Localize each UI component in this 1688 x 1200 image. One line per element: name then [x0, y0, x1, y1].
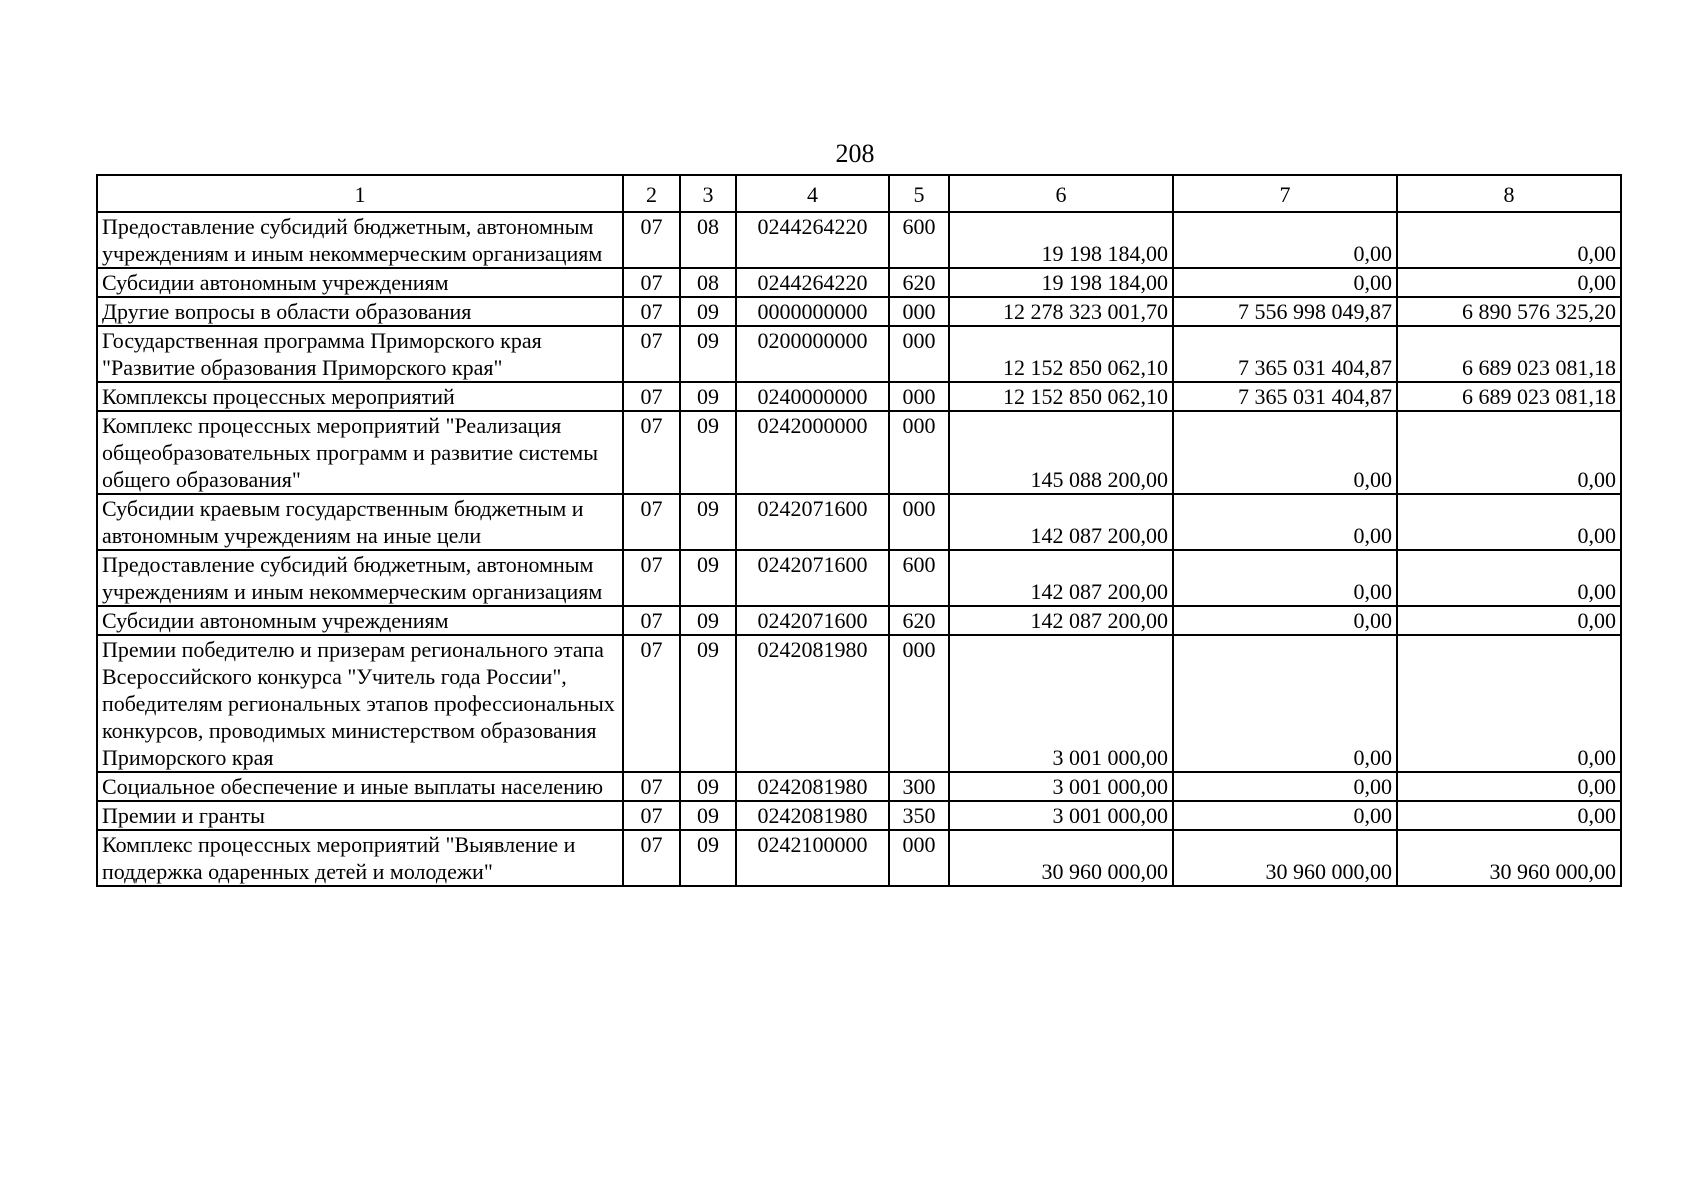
table-row	[97, 297, 1621, 326]
amount-col-7: 0,00	[1173, 801, 1397, 830]
amount-col-7: 0,00	[1173, 268, 1397, 297]
table-row	[97, 494, 1621, 550]
table-row	[97, 382, 1621, 411]
row-name: Другие вопросы в области образования	[97, 297, 623, 326]
subsection-code: 09	[680, 772, 736, 801]
subsection-code: 09	[680, 550, 736, 606]
header-cell: 2	[623, 175, 680, 212]
header-cell: 7	[1173, 175, 1397, 212]
table-header-row	[97, 175, 1621, 212]
section-code: 07	[623, 606, 680, 635]
amount-col-6: 3 001 000,00	[949, 772, 1173, 801]
section-code: 07	[623, 801, 680, 830]
subsection-code: 09	[680, 801, 736, 830]
table-row	[97, 635, 1621, 772]
target-article-code: 0200000000	[736, 326, 889, 382]
subsection-code: 08	[680, 212, 736, 268]
section-code: 07	[623, 494, 680, 550]
row-name: Предоставление субсидий бюджетным, автономным учреждениям и иным некоммерческим организациям	[97, 212, 623, 268]
amount-col-6: 12 152 850 062,10	[949, 382, 1173, 411]
row-name: Премии и гранты	[97, 801, 623, 830]
amount-col-7: 0,00	[1173, 212, 1397, 268]
row-name: Предоставление субсидий бюджетным, автономным учреждениям и иным некоммерческим организациям	[97, 550, 623, 606]
amount-col-8: 0,00	[1397, 772, 1621, 801]
amount-col-7: 0,00	[1173, 550, 1397, 606]
amount-col-6: 3 001 000,00	[949, 801, 1173, 830]
table-row	[97, 268, 1621, 297]
subsection-code: 09	[680, 635, 736, 772]
target-article-code: 0244264220	[736, 212, 889, 268]
section-code: 07	[623, 268, 680, 297]
amount-col-6: 30 960 000,00	[949, 830, 1173, 886]
amount-col-8: 0,00	[1397, 212, 1621, 268]
expense-type-code: 000	[889, 411, 949, 494]
amount-col-7: 0,00	[1173, 606, 1397, 635]
amount-col-7: 0,00	[1173, 411, 1397, 494]
target-article-code: 0242071600	[736, 550, 889, 606]
header-cell: 1	[97, 175, 623, 212]
target-article-code: 0242071600	[736, 606, 889, 635]
amount-col-8: 0,00	[1397, 494, 1621, 550]
expense-type-code: 000	[889, 297, 949, 326]
expense-type-code: 000	[889, 326, 949, 382]
table-row	[97, 212, 1621, 268]
page-number: 208	[835, 139, 875, 168]
amount-col-8: 0,00	[1397, 606, 1621, 635]
amount-col-8: 0,00	[1397, 635, 1621, 772]
amount-col-6: 145 088 200,00	[949, 411, 1173, 494]
expense-type-code: 600	[889, 550, 949, 606]
amount-col-8: 0,00	[1397, 411, 1621, 494]
table-row	[97, 550, 1621, 606]
amount-col-8: 6 689 023 081,18	[1397, 326, 1621, 382]
row-name: Государственная программа Приморского края "Развитие образования Приморского края"	[97, 326, 623, 382]
amount-col-8: 6 890 576 325,20	[1397, 297, 1621, 326]
expense-type-code: 300	[889, 772, 949, 801]
amount-col-7: 0,00	[1173, 635, 1397, 772]
target-article-code: 0242081980	[736, 772, 889, 801]
subsection-code: 09	[680, 382, 736, 411]
amount-col-8: 6 689 023 081,18	[1397, 382, 1621, 411]
section-code: 07	[623, 411, 680, 494]
budget-table	[96, 174, 1622, 887]
section-code: 07	[623, 382, 680, 411]
amount-col-7: 7 365 031 404,87	[1173, 326, 1397, 382]
amount-col-7: 0,00	[1173, 494, 1397, 550]
amount-col-7: 0,00	[1173, 772, 1397, 801]
subsection-code: 08	[680, 268, 736, 297]
section-code: 07	[623, 830, 680, 886]
section-code: 07	[623, 212, 680, 268]
row-name: Субсидии автономным учреждениям	[97, 268, 623, 297]
table-row	[97, 772, 1621, 801]
target-article-code: 0242000000	[736, 411, 889, 494]
subsection-code: 09	[680, 606, 736, 635]
expense-type-code: 000	[889, 494, 949, 550]
amount-col-8: 0,00	[1397, 550, 1621, 606]
section-code: 07	[623, 326, 680, 382]
row-name: Комплекс процессных мероприятий "Выявление и поддержка одаренных детей и молодежи"	[97, 830, 623, 886]
target-article-code: 0244264220	[736, 268, 889, 297]
amount-col-6: 19 198 184,00	[949, 268, 1173, 297]
expense-type-code: 620	[889, 268, 949, 297]
header-cell: 3	[680, 175, 736, 212]
subsection-code: 09	[680, 830, 736, 886]
table-row	[97, 606, 1621, 635]
amount-col-6: 142 087 200,00	[949, 606, 1173, 635]
expense-type-code: 600	[889, 212, 949, 268]
amount-col-6: 19 198 184,00	[949, 212, 1173, 268]
row-name: Премии победителю и призерам регионального этапа Всероссийского конкурса "Учитель года России", победителям региональных этапов профессиональных конкурсов, проводимых министерством образования Приморского края	[97, 635, 623, 772]
section-code: 07	[623, 550, 680, 606]
header-cell: 5	[889, 175, 949, 212]
expense-type-code: 000	[889, 830, 949, 886]
row-name: Комплексы процессных мероприятий	[97, 382, 623, 411]
amount-col-8: 0,00	[1397, 801, 1621, 830]
row-name: Субсидии краевым государственным бюджетным и автономным учреждениям на иные цели	[97, 494, 623, 550]
amount-col-6: 142 087 200,00	[949, 494, 1173, 550]
amount-col-7: 7 556 998 049,87	[1173, 297, 1397, 326]
amount-col-6: 12 152 850 062,10	[949, 326, 1173, 382]
row-name: Субсидии автономным учреждениям	[97, 606, 623, 635]
table-row	[97, 801, 1621, 830]
header-cell: 4	[736, 175, 889, 212]
subsection-code: 09	[680, 326, 736, 382]
amount-col-8: 30 960 000,00	[1397, 830, 1621, 886]
table-row	[97, 326, 1621, 382]
target-article-code: 0242081980	[736, 635, 889, 772]
expense-type-code: 000	[889, 382, 949, 411]
target-article-code: 0242100000	[736, 830, 889, 886]
table-row	[97, 830, 1621, 886]
amount-col-6: 12 278 323 001,70	[949, 297, 1173, 326]
header-cell: 6	[949, 175, 1173, 212]
subsection-code: 09	[680, 411, 736, 494]
header-cell: 8	[1397, 175, 1621, 212]
section-code: 07	[623, 635, 680, 772]
amount-col-8: 0,00	[1397, 268, 1621, 297]
expense-type-code: 000	[889, 635, 949, 772]
subsection-code: 09	[680, 494, 736, 550]
amount-col-6: 142 087 200,00	[949, 550, 1173, 606]
target-article-code: 0240000000	[736, 382, 889, 411]
target-article-code: 0242081980	[736, 801, 889, 830]
row-name: Социальное обеспечение и иные выплаты населению	[97, 772, 623, 801]
subsection-code: 09	[680, 297, 736, 326]
table-row	[97, 411, 1621, 494]
section-code: 07	[623, 772, 680, 801]
amount-col-6: 3 001 000,00	[949, 635, 1173, 772]
expense-type-code: 620	[889, 606, 949, 635]
target-article-code: 0242071600	[736, 494, 889, 550]
target-article-code: 0000000000	[736, 297, 889, 326]
row-name: Комплекс процессных мероприятий "Реализация общеобразовательных программ и развитие системы общего образования"	[97, 411, 623, 494]
amount-col-7: 7 365 031 404,87	[1173, 382, 1397, 411]
section-code: 07	[623, 297, 680, 326]
amount-col-7: 30 960 000,00	[1173, 830, 1397, 886]
expense-type-code: 350	[889, 801, 949, 830]
